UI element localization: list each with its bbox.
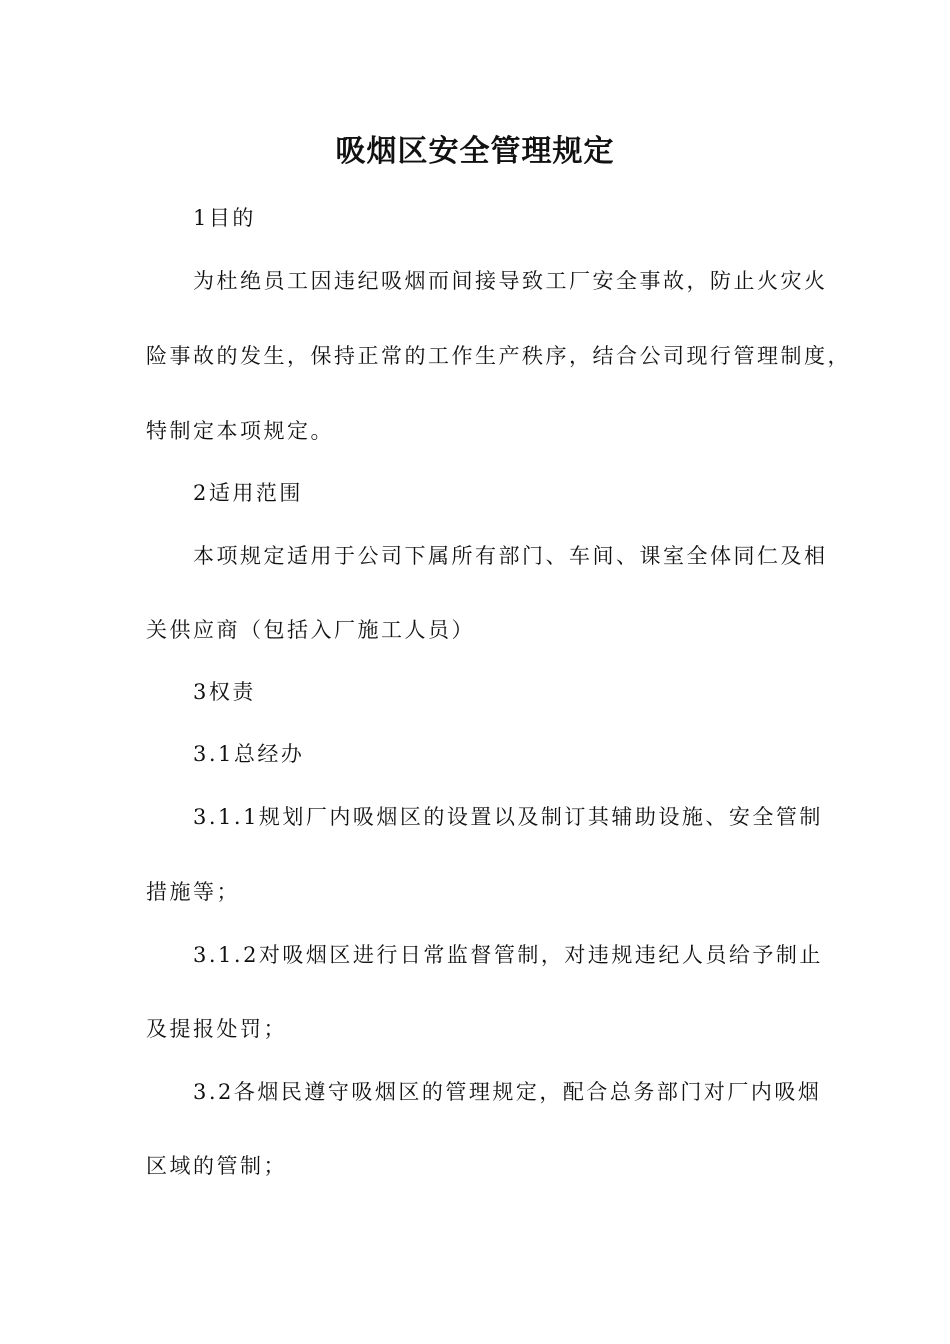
paragraph-line: 关供应商（包括入厂施工人员） [146,618,475,642]
section-heading-responsibility: 3权责 [193,680,256,704]
paragraph-line: 3.2各烟民遵守吸烟区的管理规定，配合总务部门对厂内吸烟 [193,1080,822,1104]
paragraph-line: 措施等； [146,880,240,904]
paragraph-line: 3.1.2对吸烟区进行日常监督管制，对违规违纪人员给予制止 [193,943,823,967]
paragraph-line: 及提报处罚； [146,1017,287,1041]
section-heading-scope: 2适用范围 [193,481,303,505]
paragraph-line: 本项规定适用于公司下属所有部门、车间、课室全体同仁及相 [193,544,828,568]
paragraph-line: 为杜绝员工因违纪吸烟而间接导致工厂安全事故，防止火灾火 [193,269,828,293]
paragraph-line: 险事故的发生，保持正常的工作生产秩序，结合公司现行管理制度， [146,344,851,368]
subsection-heading: 3.1总经办 [193,742,305,766]
section-heading-purpose: 1目的 [193,206,256,230]
paragraph-line: 3.1.1规划厂内吸烟区的设置以及制订其辅助设施、安全管制 [193,805,823,829]
paragraph-line: 特制定本项规定。 [146,419,334,443]
document-title: 吸烟区安全管理规定 [335,134,615,169]
paragraph-line: 区域的管制； [146,1154,287,1178]
